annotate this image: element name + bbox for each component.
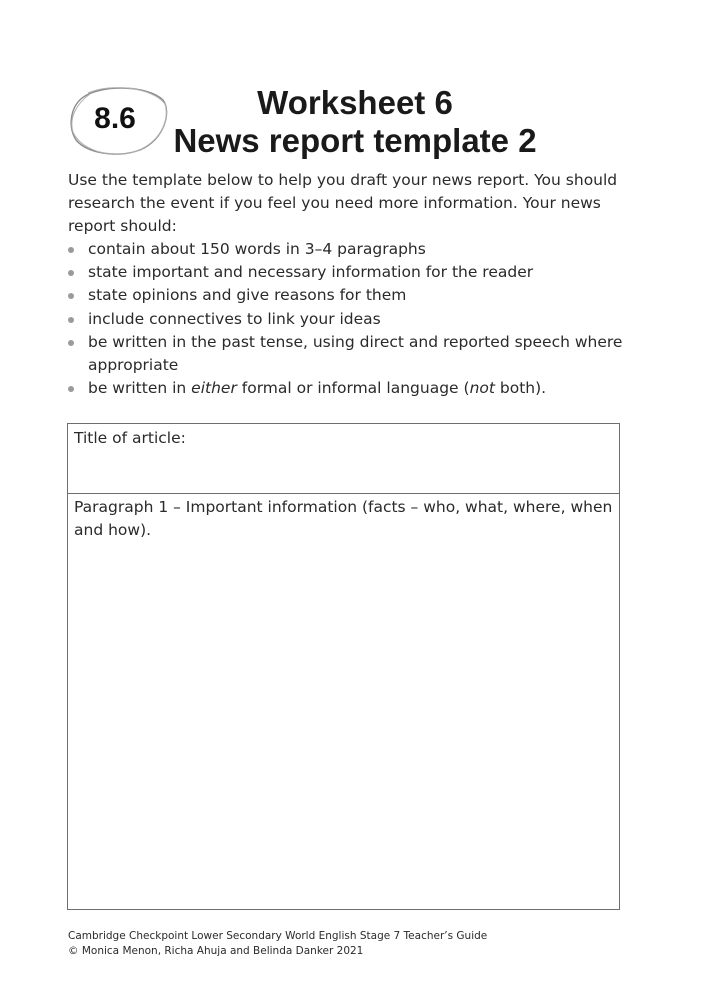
bullet-icon	[68, 317, 74, 323]
list-item-text-post: both).	[494, 379, 547, 398]
page-footer	[68, 929, 628, 959]
section-number: 8.6	[94, 102, 136, 135]
page-title	[140, 84, 570, 160]
footer-copyright: © Monica Menon, Richa Ahuja and Belinda Danker 2021	[68, 945, 364, 957]
requirements-list	[68, 238, 628, 400]
list-item-text-pre: be written in	[88, 379, 192, 398]
news-report-template	[67, 423, 620, 910]
emphasis-either: either	[191, 379, 237, 398]
title-line-2: News report template 2	[173, 122, 537, 159]
bullet-icon	[68, 293, 74, 299]
emphasis-not: not	[469, 379, 495, 398]
footer-book-title: Cambridge Checkpoint Lower Secondary World English Stage 7 Teacher’s Guide	[68, 930, 488, 942]
paragraph-1-label: Paragraph 1 – Important information (facts – who, what, where, when and how).	[74, 498, 613, 540]
title-line-1: Worksheet 6	[257, 84, 453, 121]
list-item-text: state opinions and give reasons for them	[88, 286, 407, 305]
list-item-text-mid: formal or informal language (	[236, 379, 470, 398]
list-item	[68, 284, 628, 307]
list-item-text: be written in the past tense, using direct and reported speech where appropriate	[88, 332, 623, 375]
list-item-text: state important and necessary information for the reader	[88, 263, 534, 282]
paragraph-1-field[interactable]	[68, 494, 619, 544]
title-of-article-field[interactable]	[68, 424, 619, 494]
list-item	[68, 238, 628, 261]
list-item	[68, 308, 628, 331]
title-of-article-label: Title of article:	[74, 429, 186, 447]
bullet-icon	[68, 247, 74, 253]
list-item-text: include connectives to link your ideas	[88, 309, 381, 328]
list-item	[68, 331, 628, 377]
list-item	[68, 261, 628, 284]
bullet-icon	[68, 386, 74, 392]
list-item-text: contain about 150 words in 3–4 paragraphs	[88, 240, 426, 258]
list-item	[68, 377, 628, 400]
intro-paragraph: Use the template below to help you draft your news report. You should research the event if you feel you need more information. Your news report should:	[68, 171, 618, 236]
bullet-icon	[68, 340, 74, 346]
bullet-icon	[68, 270, 74, 276]
